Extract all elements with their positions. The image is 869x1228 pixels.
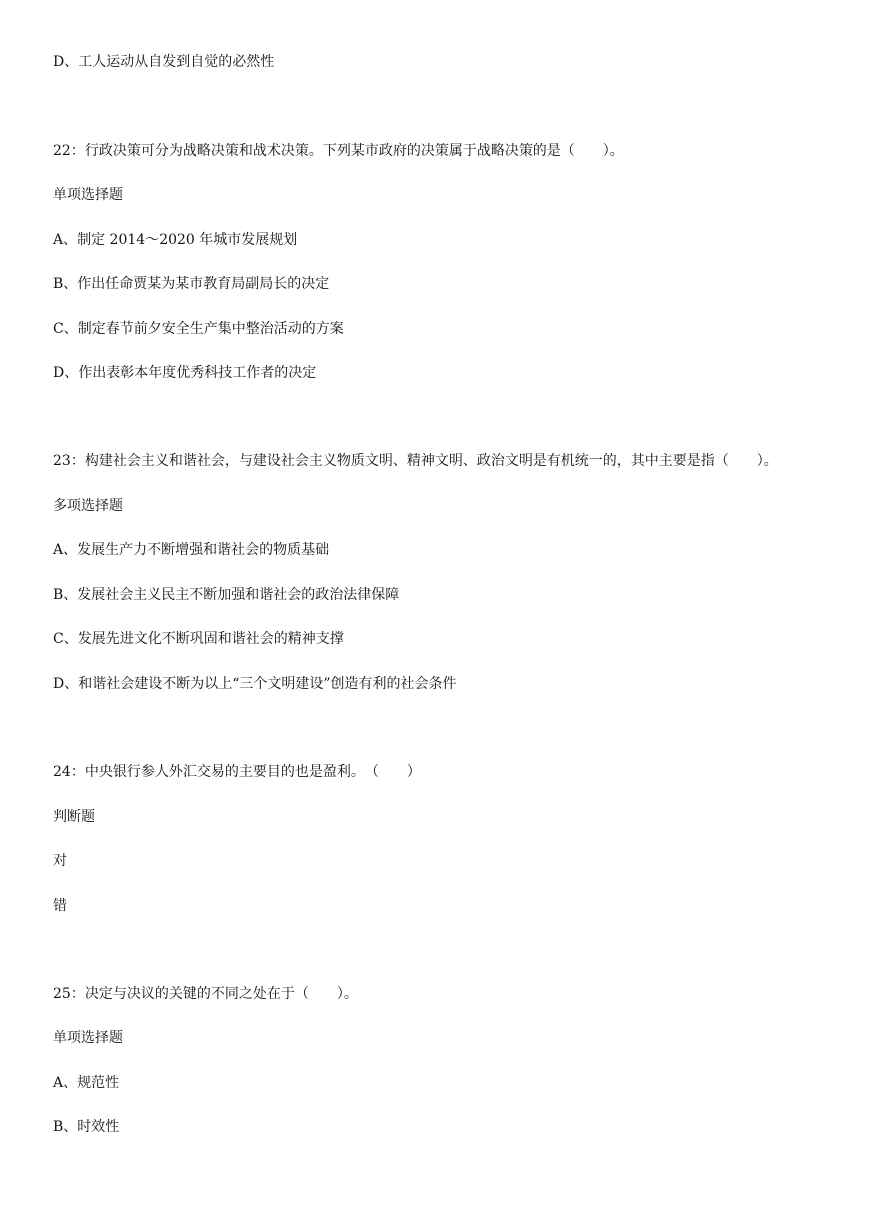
question-type: 单项选择题 [53,1030,123,1046]
question-type: 多项选择题 [53,498,123,514]
option-d: D、和谐社会建设不断为以上“三个文明建设”创造有利的社会条件 [53,676,457,692]
option-b: B、发展社会主义民主不断加强和谐社会的政治法律保障 [53,587,400,603]
q21-option-d: D、工人运动从自发到自觉的必然性 [53,54,275,70]
question-stem: 22：行政决策可分为战略决策和战术决策。下列某市政府的决策属于战略决策的是（ ）。 [53,143,624,159]
option-true: 对 [53,853,67,869]
question-stem: 25：决定与决议的关键的不同之处在于（ ）。 [53,986,358,1002]
option-c: C、发展先进文化不断巩固和谐社会的精神支撑 [53,631,344,647]
question-type: 判断题 [53,809,95,825]
option-a: A、规范性 [53,1075,120,1091]
option-c: C、制定春节前夕安全生产集中整治活动的方案 [53,321,344,337]
option-b: B、作出任命贾某为某市教育局副局长的决定 [53,276,330,292]
option-a: A、制定 2014～2020 年城市发展规划 [53,232,298,248]
option-d: D、作出表彰本年度优秀科技工作者的决定 [53,365,317,381]
question-stem: 23：构建社会主义和谐社会，与建设社会主义物质文明、精神文明、政治文明是有机统一的，其中主要是指（ ）。 [53,453,778,469]
option-a: A、发展生产力不断增强和谐社会的物质基础 [53,542,330,558]
question-type: 单项选择题 [53,187,123,203]
option-b: B、时效性 [53,1119,120,1135]
option-false: 错 [53,898,67,914]
question-stem: 24：中央银行参人外汇交易的主要目的也是盈利。 （ ） [53,764,421,780]
